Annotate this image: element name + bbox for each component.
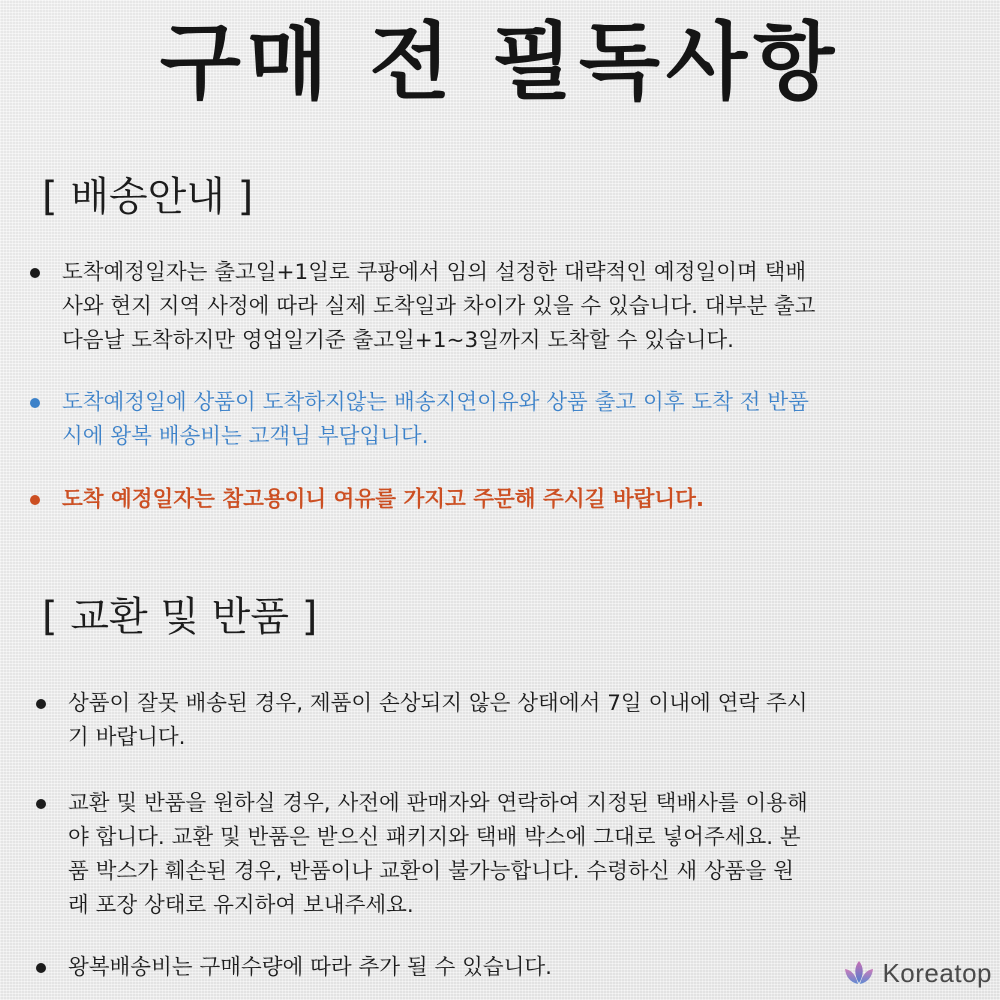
returns-item-3 xyxy=(68,951,552,985)
shipping-item-3 xyxy=(62,483,704,517)
brand-name: Koreatop xyxy=(882,957,992,988)
returns-item-2 xyxy=(68,787,808,923)
returns-heading-text: 교환 및 반품 xyxy=(70,594,289,640)
shipping-item-1 xyxy=(62,256,815,358)
text-line: 도착예정일자는 출고일+1일로 쿠팡에서 임의 설정한 대략적인 예정일이며 택배 xyxy=(62,260,807,285)
text-line: 품 박스가 훼손된 경우, 반품이나 교환이 불가능합니다. 수령하신 새 상품을 원 xyxy=(68,859,794,884)
text-line: 상품이 잘못 배송된 경우, 제품이 손상되지 않은 상태에서 7일 이내에 연락 주시 xyxy=(68,691,808,716)
text-line: 도착 예정일자는 참고용이니 여유를 가지고 주문해 주시길 바랍니다. xyxy=(62,487,705,512)
returns-item-1 xyxy=(68,687,808,755)
text-line: 다음날 도착하지만 영업일기준 출고일+1~3일까지 도착할 수 있습니다. xyxy=(62,328,734,353)
text-line: 도착예정일에 상품이 도착하지않는 배송지연이유와 상품 출고 이후 도착 전 반품 xyxy=(62,390,809,415)
text-line: 야 합니다. 교환 및 반품은 받으신 패키지와 택배 박스에 그대로 넣어주세요. 본 xyxy=(68,825,801,850)
open-bracket: [ xyxy=(42,594,58,640)
shipping-item-2 xyxy=(62,386,809,454)
page-title: 구매 전 필독사항 xyxy=(159,13,841,111)
bullet-dot-icon xyxy=(30,398,40,408)
shipping-heading-text: 배송안내 xyxy=(70,174,225,220)
text-line: 래 포장 상태로 유지하여 보내주세요. xyxy=(68,893,414,918)
bullet-dot-icon xyxy=(36,799,46,809)
text-line: 왕복배송비는 구매수량에 따라 추가 될 수 있습니다. xyxy=(68,955,552,980)
text-line: 사와 현지 지역 사정에 따라 실제 도착일과 차이가 있을 수 있습니다. 대부분 출고 xyxy=(62,294,816,319)
bullet-dot-icon xyxy=(36,963,46,973)
text-line: 시에 왕복 배송비는 고객님 부담입니다. xyxy=(62,424,429,449)
bullet-dot-icon xyxy=(36,699,46,709)
returns-heading xyxy=(42,592,317,642)
close-bracket: ] xyxy=(237,174,254,220)
bullet-dot-icon xyxy=(30,268,40,278)
text-line: 교환 및 반품을 원하실 경우, 사전에 판매자와 연락하여 지정된 택배사를 이용해 xyxy=(68,791,808,816)
lotus-logo-icon xyxy=(842,959,876,987)
brand-watermark xyxy=(842,956,992,990)
shipping-heading xyxy=(42,172,253,222)
open-bracket: [ xyxy=(42,174,58,220)
bullet-dot-icon xyxy=(30,495,40,505)
text-line: 기 바랍니다. xyxy=(68,725,186,750)
close-bracket: ] xyxy=(301,594,318,640)
